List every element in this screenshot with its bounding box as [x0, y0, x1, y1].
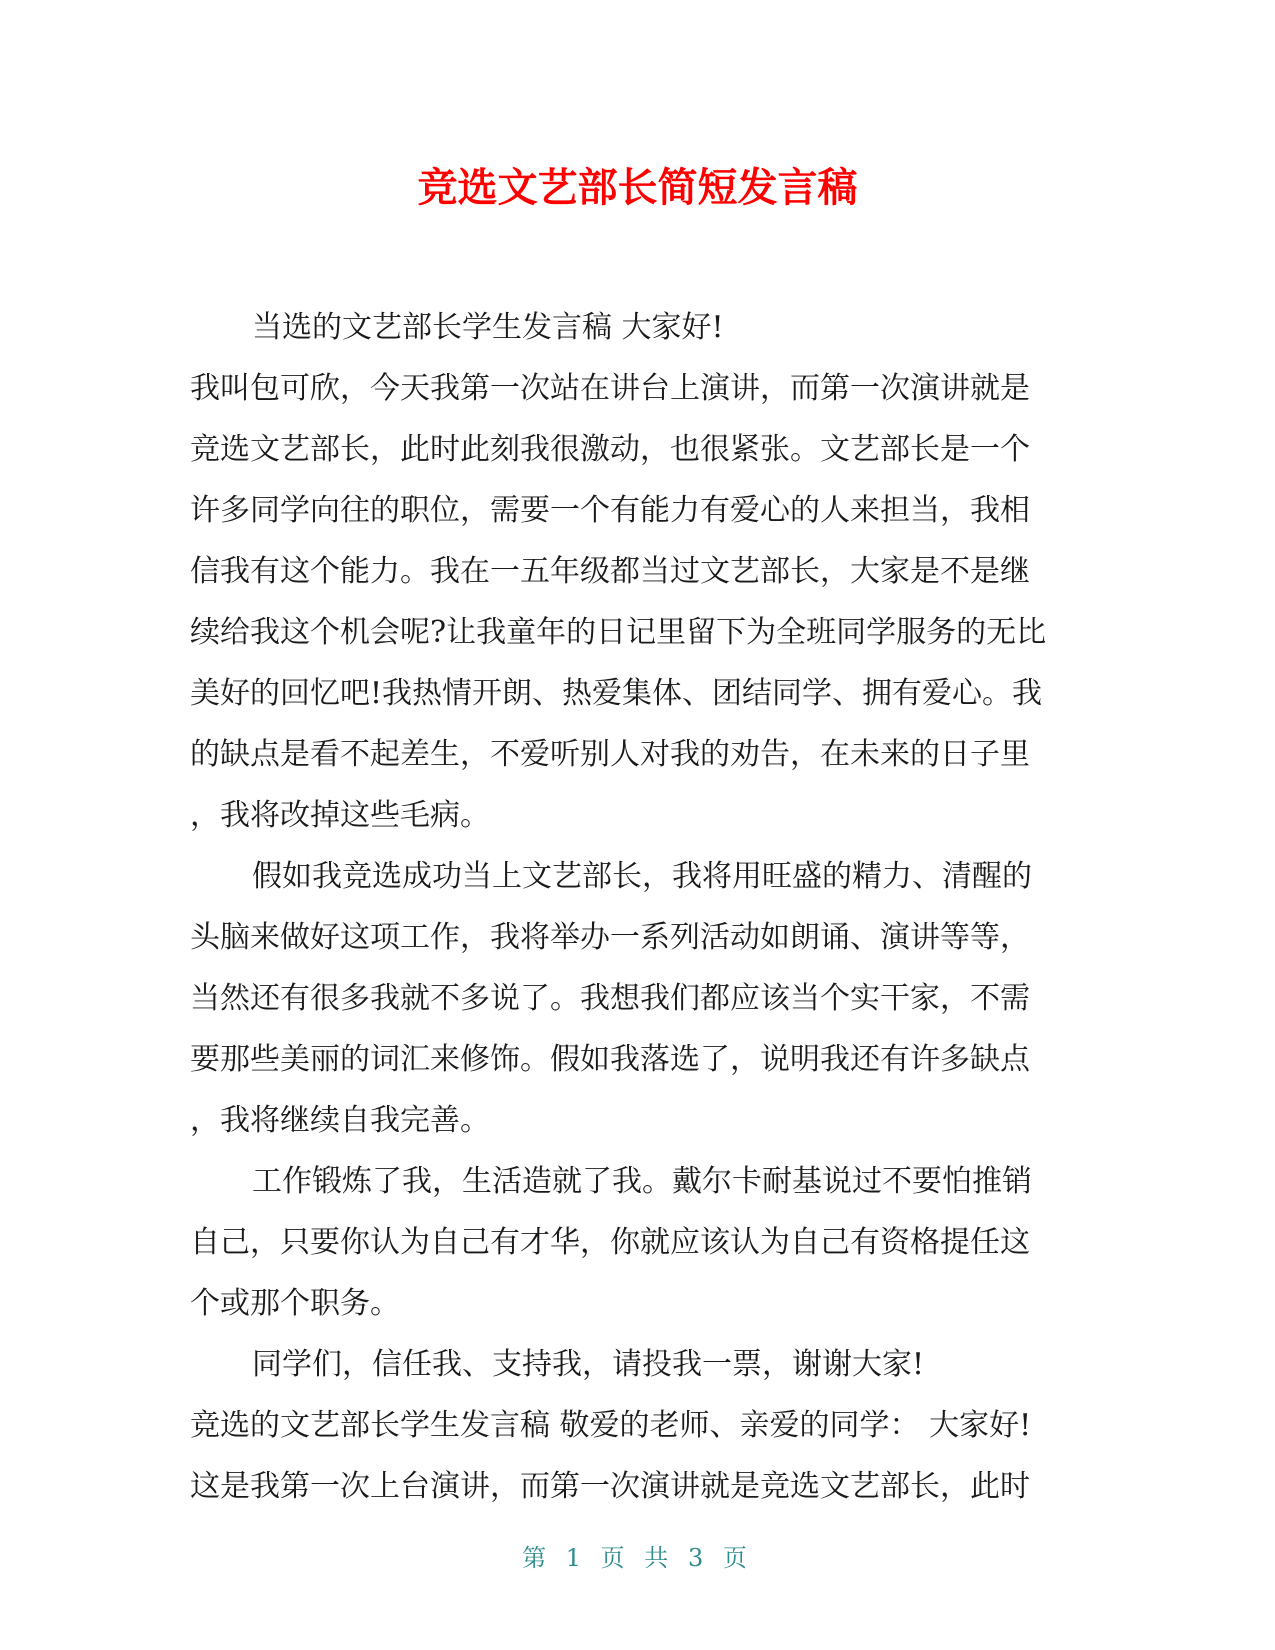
body-line: ，我将继续自我完善。	[190, 1103, 490, 1138]
body-line: 续给我这个机会呢?让我童年的日记里留下为全班同学服务的无比	[190, 615, 1047, 650]
body-line: 美好的回忆吧!我热情开朗、热爱集体、团结同学、拥有爱心。我	[190, 676, 1043, 711]
document-title: 竞选文艺部长简短发言稿	[417, 165, 858, 211]
body-line: 的缺点是看不起差生，不爱听别人对我的劝告，在未来的日子里	[190, 737, 1030, 772]
body-line: 我叫包可欣，今天我第一次站在讲台上演讲，而第一次演讲就是	[190, 371, 1030, 406]
body-line: 假如我竞选成功当上文艺部长，我将用旺盛的精力、清醒的	[252, 859, 1032, 894]
body-line: ，我将改掉这些毛病。	[190, 798, 490, 833]
body-line: 个或那个职务。	[190, 1286, 400, 1321]
body-line: 当然还有很多我就不多说了。我想我们都应该当个实干家，不需	[190, 981, 1030, 1016]
body-line: 这是我第一次上台演讲，而第一次演讲就是竞选文艺部长，此时	[190, 1469, 1030, 1504]
document-body	[190, 297, 1090, 1517]
body-line: 信我有这个能力。我在一五年级都当过文艺部长，大家是不是继	[190, 554, 1030, 589]
body-line: 工作锻炼了我，生活造就了我。戴尔卡耐基说过不要怕推销	[252, 1164, 1032, 1199]
body-line: 竞选文艺部长，此时此刻我很激动，也很紧张。文艺部长是一个	[190, 432, 1030, 467]
body-line: 自己，只要你认为自己有才华，你就应该认为自己有资格提任这	[190, 1225, 1030, 1260]
body-line: 当选的文艺部长学生发言稿 大家好!	[252, 310, 724, 345]
body-line: 同学们，信任我、支持我，请投我一票，谢谢大家!	[252, 1347, 925, 1382]
page-number-footer: 第 1 页 共 3 页	[522, 1544, 753, 1572]
body-line: 头脑来做好这项工作，我将举办一系列活动如朗诵、演讲等等，	[190, 920, 1030, 955]
body-line: 要那些美丽的词汇来修饰。假如我落选了，说明我还有许多缺点	[190, 1042, 1030, 1077]
body-line: 许多同学向往的职位，需要一个有能力有爱心的人来担当，我相	[190, 493, 1030, 528]
body-line: 竞选的文艺部长学生发言稿 敬爱的老师、亲爱的同学： 大家好!	[190, 1408, 1032, 1443]
